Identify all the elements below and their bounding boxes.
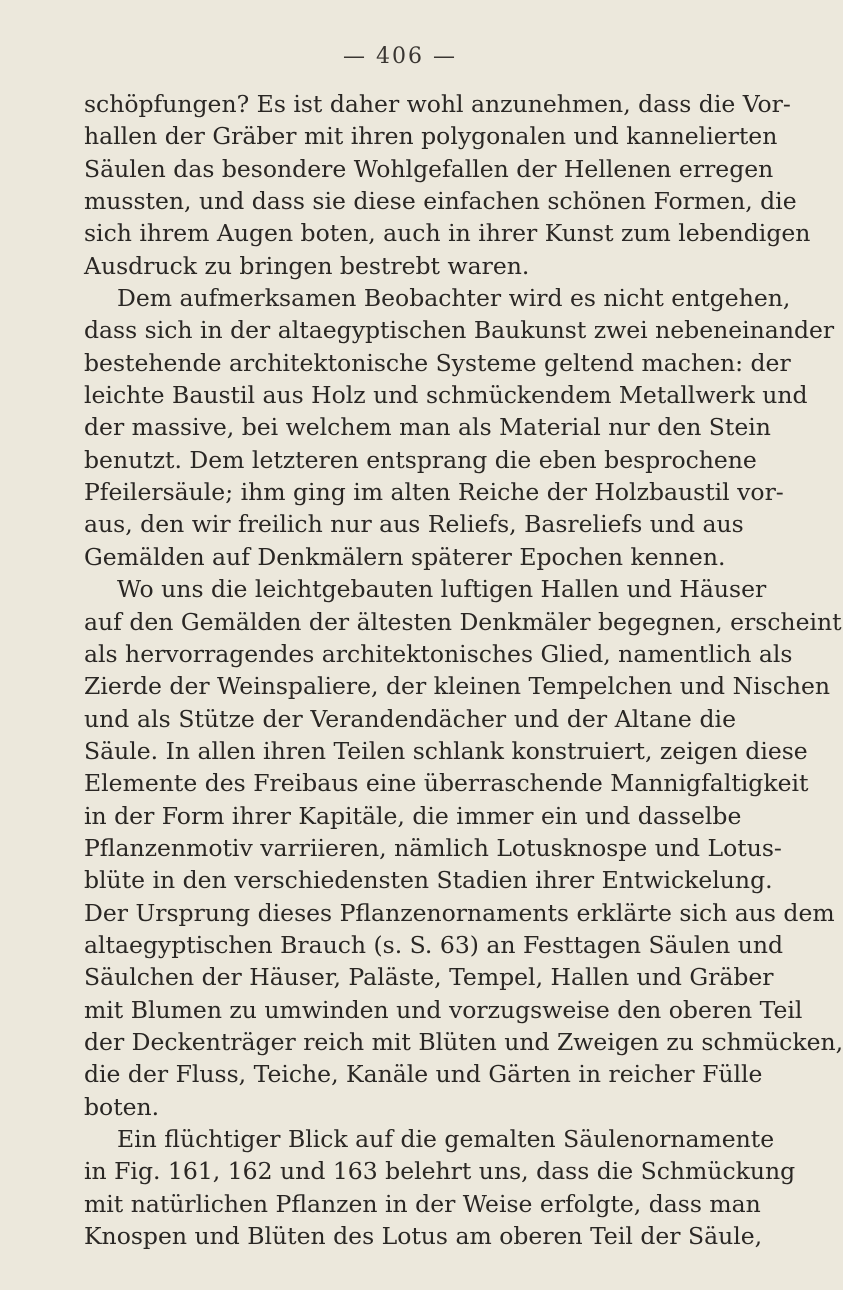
- text-line: bestehende architektonische Systeme geltend machen: der: [84, 348, 791, 377]
- text-line: in Fig. 161, 162 und 163 belehrt uns, dass die Schmückung: [84, 1157, 796, 1186]
- text-line: Elemente des Freibaus eine überraschende Mannigfaltigkeit: [84, 769, 809, 798]
- text-line: sich ihrem Augen boten, auch in ihrer Kunst zum lebendigen: [84, 219, 811, 248]
- text-line: Säulen das besondere Wohlgefallen der Hellenen erregen: [84, 154, 774, 183]
- text-line: Säulchen der Häuser, Paläste, Tempel, Hallen und Gräber: [84, 963, 774, 992]
- text-line: Säule. In allen ihren Teilen schlank konstruiert, zeigen diese: [84, 736, 808, 765]
- text-line: Pflanzenmotiv varriieren, nämlich Lotusknospe und Lotus-: [84, 833, 782, 862]
- page-number: — 406 —: [343, 44, 457, 69]
- text-line: der Deckenträger reich mit Blüten und Zweigen zu schmücken,: [84, 1027, 843, 1056]
- text-line: aus, den wir freilich nur aus Reliefs, Basreliefs und aus: [84, 510, 744, 539]
- text-line: altaegyptischen Brauch (s. S. 63) an Festtagen Säulen und: [84, 930, 784, 959]
- text-line: schöpfungen? Es ist daher wohl anzunehmen, dass die Vor-: [84, 90, 791, 118]
- text-line: Dem aufmerksamen Beobachter wird es nicht entgehen,: [117, 284, 791, 313]
- text-line: hallen der Gräber mit ihren polygonalen und kannelierten: [84, 122, 778, 151]
- text-line: der massive, bei welchem man als Material nur den Stein: [84, 413, 771, 442]
- text-line: Zierde der Weinspaliere, der kleinen Tempelchen und Nischen: [84, 672, 831, 701]
- text-line: auf den Gemälden der ältesten Denkmäler begegnen, erscheint: [84, 607, 842, 636]
- text-line: mit natürlichen Pflanzen in der Weise erfolgte, dass man: [84, 1189, 761, 1218]
- text-line: als hervorragendes architektonisches Glied, namentlich als: [84, 639, 793, 668]
- text-line: dass sich in der altaegyptischen Baukunst zwei nebeneinander: [84, 316, 835, 345]
- text-line: Pfeilersäule; ihm ging im alten Reiche der Holzbaustil vor-: [84, 478, 784, 507]
- text-line: mussten, und dass sie diese einfachen schönen Formen, die: [84, 187, 797, 216]
- body-text: [84, 88, 843, 1252]
- text-line: in der Form ihrer Kapitäle, die immer ein und dasselbe: [84, 801, 742, 830]
- text-line: mit Blumen zu umwinden und vorzugsweise den oberen Teil: [84, 995, 803, 1024]
- text-line: Der Ursprung dieses Pflanzenornaments erklärte sich aus dem: [84, 898, 835, 927]
- text-line: blüte in den verschiedensten Stadien ihrer Entwickelung.: [84, 866, 773, 895]
- text-line: boten.: [84, 1092, 160, 1121]
- text-line: und als Stütze der Verandendächer und der Altane die: [84, 704, 736, 733]
- text-line: benutzt. Dem letzteren entsprang die eben besprochene: [84, 445, 757, 474]
- text-line: Knospen und Blüten des Lotus am oberen Teil der Säule,: [84, 1222, 763, 1251]
- text-line: Ausdruck zu bringen bestrebt waren.: [84, 251, 530, 280]
- text-line: Wo uns die leichtgebauten luftigen Hallen und Häuser: [117, 575, 767, 604]
- text-line: leichte Baustil aus Holz und schmückendem Metallwerk und: [84, 381, 808, 410]
- text-line: Gemälden auf Denkmälern späterer Epochen kennen.: [84, 542, 726, 571]
- text-line: Ein flüchtiger Blick auf die gemalten Säulenornamente: [117, 1125, 775, 1153]
- text-line: die der Fluss, Teiche, Kanäle und Gärten in reicher Fülle: [84, 1060, 763, 1089]
